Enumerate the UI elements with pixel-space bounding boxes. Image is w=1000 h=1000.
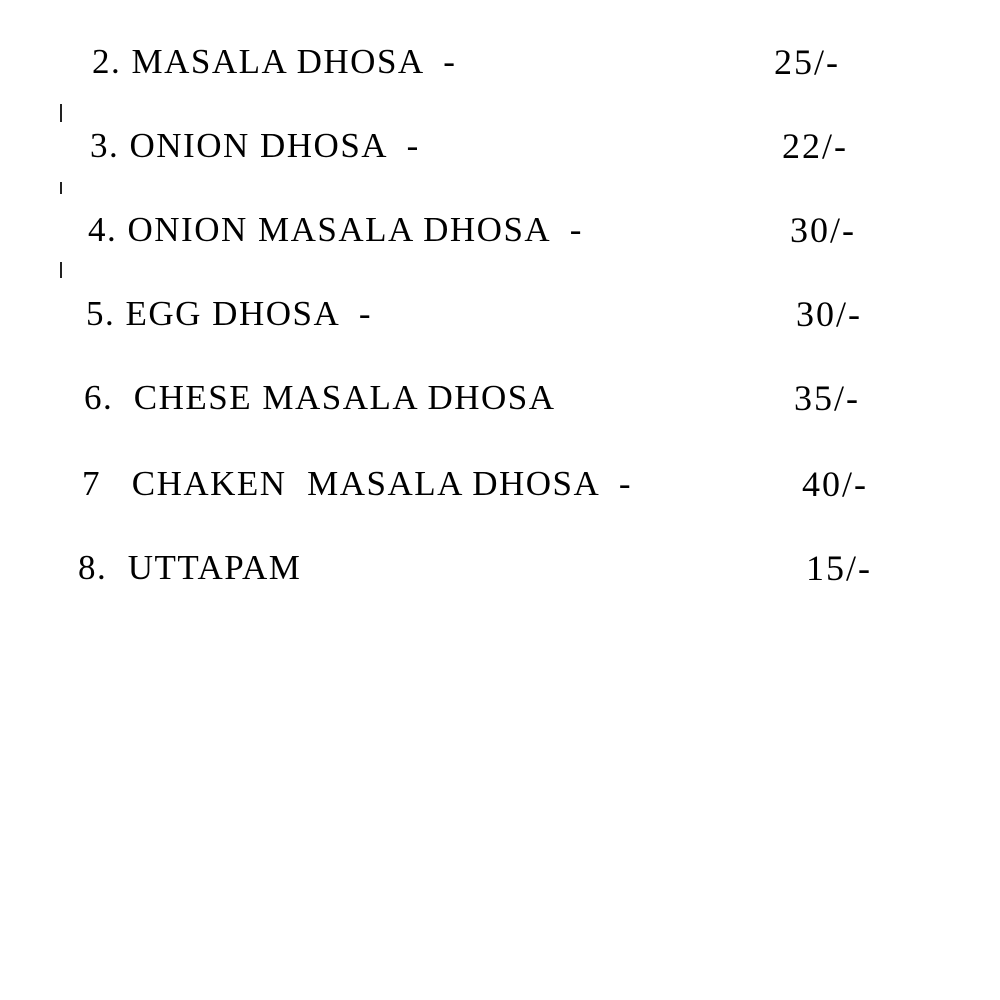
menu-item-price: 25/- — [774, 42, 840, 82]
menu-item-price: 40/- — [802, 464, 868, 504]
menu-item-price: 30/- — [790, 210, 856, 250]
menu-item — [0, 538, 1000, 598]
menu-item — [0, 200, 1000, 260]
menu-item-name: 2. MASALA DHOSA - — [92, 42, 457, 81]
menu-item — [0, 116, 1000, 176]
menu-item-name: 3. ONION DHOSA - — [90, 126, 420, 165]
menu-item-name: 8. UTTAPAM — [78, 548, 302, 587]
scan-mark — [60, 262, 62, 278]
menu-item-name: 4. ONION MASALA DHOSA - — [88, 210, 583, 249]
menu-item — [0, 454, 1000, 514]
menu-item-price: 30/- — [796, 294, 862, 334]
menu-item-price: 35/- — [794, 378, 860, 418]
menu-item-name: 7 CHAKEN MASALA DHOSA - — [82, 464, 632, 503]
menu-item-price: 15/- — [806, 548, 872, 588]
menu-item — [0, 368, 1000, 428]
menu-item-name: 6. CHESE MASALA DHOSA — [84, 378, 556, 417]
menu-item — [0, 32, 1000, 92]
menu-item-price: 22/- — [782, 126, 848, 166]
menu-item-name: 5. EGG DHOSA - — [86, 294, 372, 333]
scan-mark — [60, 182, 62, 194]
menu-item — [0, 284, 1000, 344]
